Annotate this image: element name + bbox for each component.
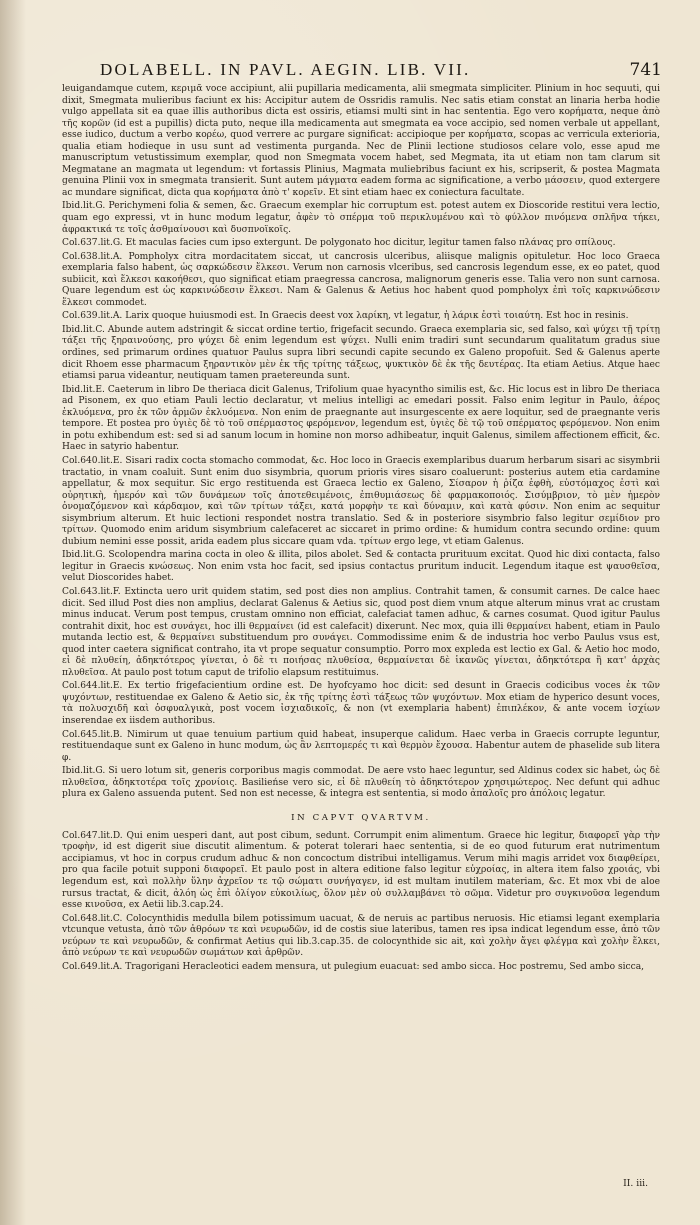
paragraph: Col.648.lit.C. Colocynthidis medulla bilem potissimum uacuat, & de neruis ac partibus neruosis. Hic etiamsi legant exemplaria vtcunque vetusta, ἀπὸ τῶν ἀθρόων τε καὶ νευρωδῶν, id de costis siue lateribus, tamen res ipsa indicat legendum esse, ἀπὸ τῶν νεύρων τε καὶ νευρωδῶν, & confirmat Aetius qui lib.3.cap.35. de colocynthide sic ait, καὶ χολὴν ἄγει φλέγμα καὶ χολὴν ἕλκει, ἀπὸ νεύρων τε καὶ νευρωδῶν σωμάτων καὶ ἀρθρῶν. [62,913,660,959]
running-head: DOLABELL. IN PAVL. AEGIN. LIB. VII. [100,60,471,79]
gutter-shadow [0,0,26,1225]
page-header [100,60,662,82]
paragraph: leuigandamque cutem, κεριμᾶ voce accipiunt, alii pupillaria medicamenta, alii smegmata simpliciter. Plinium in hoc sequuti, qui dixit, Smegmata mulieribus faciunt ex his: Accipitur autem de Ossridis ramulis. Nec satis etiam constat an linaria herba hodie vulgo appellata sit ea quae illis authoribus dicta est ossiris, etiamsi multi sint in hac sententia. Ego vero κορήματα, neque ἀπὸ τῆς κορῶν (id est a pupillis) dicta puto, neque illa medicamenta aut smegmata ea voce accipio, sed nomen verbale ut appellant, esse iudico, ductum a verbo κορέω, quod verrere ac purgare significat: accipioque per κορήματα, scopas ac verricula exterioria, qualia etiam hodieque in usu sunt ad vestimenta purganda. Nec de Plinii lectione studiosos celare volo, esse apud me manuscriptum vetustissimum exemplar, quod non Smegmata vocem habet, sed Megmata, ita ut etiam non tam clarum sit Megmatane an magmata ut legendum: vt fortassis Plinius, Magmata muliebribus faciunt ex his, scripserit, & postea Magmata genuina Plinii vox in smegmata transierit. Sunt autem μάγματα eadem forma ac significatione, a verbo μάσσειν, quod extergere ac mundare significat, dicta qua κορήματα ἀπὸ τ' κορεῖν. Et sint etiam haec ex coniectura facultate. [62,84,660,198]
section-heading: IN CAPVT QVARTVM. [291,812,431,823]
folio-number: 741 [629,60,662,80]
paragraph: Ibid.lit.G. Perichymeni folia & semen, &c. Graecum exemplar hic corruptum est. potest autem ex Dioscoride restitui vera lectio, quam ego expressi, vt in hunc modum legatur, ἀφὲν τὸ σπέρμα τοῦ περικλυμένου καὶ τὸ φύλλον πινόμενα σπλῆνα τήκει, ἀφρακτικά τε τοῖς ἀσθμαίνουσι καὶ δυσπνοϊκοῖς. [62,201,660,235]
paragraph: Col.645.lit.B. Nimirum ut quae tenuium partium quid habeat, insuperque calidum. Haec verba in Graecis corrupte leguntur, restituendaque sunt ex Galeno in hunc modum, ὡς ἂν λεπτομερές τι καὶ θερμὸν ἔχουσα. Habentur autem de phaselide sub litera φ. [62,729,660,763]
catchword: II. iii. [623,1178,648,1189]
paragraph: Col.639.lit.A. Larix quoque huiusmodi est. In Graecis deest vox λαρίκη, vt legatur, ἡ λάρικ ἐστὶ τοιαύτη. Est hoc in resinis. [62,311,629,322]
paragraph: Ibid.lit.G. Si uero lotum sit, generis corporibus magis commodat. De aere vsto haec leguntur, sed Aldinus codex sic habet, ὡς δὲ πλυθεῖσα, ἀδηκτοτέρα τοῖς χρονίοις. Basilieńse vero sic, εἰ δὲ πλυθείη τὸ ἀδηκτότερον χρησιμώτερος. Nec defunt qui adhuc plura ex Galeno assuenda putent. Sed non est necesse, & integra est sententia, si modo ἀπαλοῖς pro ἀπόλοις legatur. [62,766,660,800]
paragraph: Ibid.lit.E. Caeterum in libro De theriaca dicit Galenus, Trifolium quae hyacyntho similis est, &c. Hic locus est in libro De theriaca ad Pisonem, ex quo etiam Pauli lectio declaratur, vt melius intelligi ac emedari possit. Falso enim legitur in Paulo, ἀέρος ἐκλυόμενα, pro ἐκ τῶν ἀρμῶν ἐκλυόμενα. Non enim de praegnante aut insurgescente ex aere loquitur, sed de praegnante veris tempore. Et postea pro ὑγιὲς δὲ τὸ τοῦ σπέρμαστος φερόμενον, legendum est, ὑγιὲς δὲ τῷ τοῦ σπέρματος φερόμενον. Non enim in potu exhibendum est: sed si ad sanum locum in homine non morso adhibeatur, inquit Galenus, similem affectionem efficit, &c. Haec in satyrio habentur. [62,384,660,453]
paragraph: Ibid.lit.C. Abunde autem adstringit & siccat ordine tertio, frigefacit secundo. Graeca exemplaria sic, sed falso, καὶ ψύχει τῇ τρίτῃ τάξει τῆς ξηραινούσης, pro ψύχει δὲ enim legendum est ψύχει. Nulli enim tradiri sunt secundarum qualitatum gradus siue ordines, sed primarum ordines quatuor Paulus supra libri secundi capite secundo ex Galeno propofuit. Sed & Galenus aperte dicit Rhoem esse pharmacum ξηραντικὸν μὲν ἐκ τῆς τρίτης τάξεως, ψυκτικὸν δὲ ἐκ τῆς δευτέρας. Ita etiam Aetius. Atque haec etiamsi parua videantur, neutiquam tamen praetereunda sunt. [62,324,660,382]
paragraph: Col.640.lit.E. Sisari radix cocta stomacho commodat, &c. Hoc loco in Graecis exemplaribus duarum herbarum sisari ac sisymbrii tractatio, in vnam coaluit. Sunt enim duo sisymbria, quorum prioris vires sisaro coaluerunt: posterius autem etia cardamine appellatur, & mox sequitur. Sic ergo restituenda est Graeca lectio ex Galeno, Σίσαρον ἡ ῥίζα ἑφθὴ, εὐστόμαχος ἐστὶ καὶ οὐρητικὴ, ἡμερόν καὶ τῶν δυνάμεων τοῖς ἀποτεθειμένοις, ἐπιθυμιάσεως δὲ φαρμακοποιός. Σισύμβριον, τὸ μὲν ἡμερὸν ὀνομαζόμενον καὶ κάρδαμον, καὶ τῶν τρίτων τάξει, κατά μορφὴν τε καὶ δύναμιν, καὶ κατὰ φύσιν. Non enim ac sequitur sisymbrium alterum. Et huic lectioni respondet nostra translatio. Sed & in posteriore sisymbrio falso legitur σεμίδιον pro τρίτων. Quomodo enim aridum sisymbrium calefaceret ac siccaret in primo ordine: & humidum contra secundo ordine: quum dubium nemini esse possit, arida eadem plus siccare quam vda. τρίτων ergo lege, vt etiam Galenus. [62,455,660,547]
paragraph: Col.644.lit.E. Ex tertio frigefacientium ordine est. De hyofcyamo hoc dicit: sed desunt in Graecis codicibus voces ἐκ τῶν ψυχόντων, restituendae ex Galeno & Aetio sic, ἐκ τῆς τρίτης ἐστὶ τάξεως τῶν ψυχόντων. Mox etiam de hyperico desunt voces, τὰ πολυσχιδῆ καὶ ὀσφυαλγικὰ, post vocem ἰσχιαδικοῖς, & non (vt exemplaria habent) ἐπιπλέκον, & ante vocem ἰσχίων inserendae ex iisdem authoribus. [62,681,660,726]
paragraph: Col.647.lit.D. Qui enim uesperi dant, aut post cibum, sedunt. Corrumpit enim alimentum. Graece hic legitur, διαφορεῖ γὰρ τὴν τροφὴν, id est digerit siue discutit alimentum. & poterat tolerari haec sententia, si de eo quod futurum erat nutrimentum accipiamus, vt hoc in corpus crudum adhuc & non concoctum distribui intelligamus. Verum mihi magis arridet vox διαφθείρει, pro qua facile potuit supponi διαφορεῖ. Et paulo post in altera editione falso legitur εὐχροίας, in altera item falso χροιάς, vbi legendum est, καὶ πολλὴν ὕλην ἀχρεῖον τε τῷ σώματι συνήγαγεν, id est multam inutilem materiam, &c. Et mox vbi de aloe rursus tractat, & dicit, ἀλόη ὡς ἐπὶ ὀλίγον εὐκοιλίως, ὅλον μὲν οὐ συλλαμβάνει τὸ σῶμα. Videtur pro συγκινοῦσα legendum esse κινοῦσα, ex Aetii lib.3.cap.24. [62,830,660,911]
page-body [62,84,660,975]
paragraph: Col.643.lit.F. Extincta uero urit quidem statim, sed post dies non amplius. Contrahit tamen, & consumit carnes. De calce haec dicit. Sed illud Post dies non amplius, declarat Galenus & Aetius sic, quod post diem vnum atque alterum minus vrat ac crustam minus inducat. Verum post tempus, crustam omnino non efficiat, calefaciat tamen adhuc, & carnes cosumat. Quod igitur Paulus contrahit dixit, hoc est συνάγει, hoc illi θερμαίνει (id est calefacit) dixerunt. Nec mox, quia illi θερμαίνει habent, etiam in Paulo mutanda lectio est, & θερμαίνει substituendum pro συνάγει. Commodissime enim & de industria hoc verbo Paulus vsus est, quod inter caetera significat contraho, ita vt prope sequatur consumptio. Porro mox expleda est lectio ex Gal. & Aetio hoc modo, εἰ δὲ πλυθείη, ἀδηκτότερος γίνεται, ὁ δὲ τι ποιήσας πλυθείσα, θερμαίνεται δὲ ἱκανῶς γίνεται, ἀδηκτότερα ἢ κατ' ἀρχὰς πλυθεῖσα. At paulo post totum caput de trifolio elapsum restituimus. [62,586,660,678]
paragraph: Ibid.lit.G. Scolopendra marina cocta in oleo & illita, pilos abolet. Sed & contacta prurituum excitat. Quod hic dixi contacta, falso legitur in Graecis κνώσεως. Non enim vsta hoc facit, sed ipsius contactus pruritum inducit. Legendum itaque est ψαυσθεῖσα, velut Dioscorides habet. [62,550,660,584]
paragraph: Col.637.lit.G. Et maculas facies cum ipso extergunt. De polygonato hoc dicitur, legitur tamen falso πλάνας pro σπίλους. [62,238,616,249]
paragraph: Col.638.lit.A. Pompholyx citra mordacitatem siccat, ut cancrosis ulceribus, aliisque malignis opituletur. Hoc loco Graeca exemplaria falso habent, ὡς σαρκώδεσιν ἕλκεσι. Verum non carnosis vlceribus, sed cancrosis legendum esse, ex eo patet, quod subiicit, καὶ ἕλκεσι κακοήθεσι, quo significat etiam praegressa cancrosa, malignorum generis esse. Talia vero non sunt carnosa. Quare legendum est ὡς καρκινώδεσιν ἕλκεσι. Nam & Galenus & Aetius hoc habent quod pompholyx ἐπὶ τοῖς καρκινώδεσιν ἕλκεσι commodet. [62,251,660,308]
paragraph: Col.649.lit.A. Tragorigani Heracleotici eadem mensura, ut pulegium euacuat: sed ambo sicca. Hoc postremu, Sed ambo sicca, [62,961,645,972]
